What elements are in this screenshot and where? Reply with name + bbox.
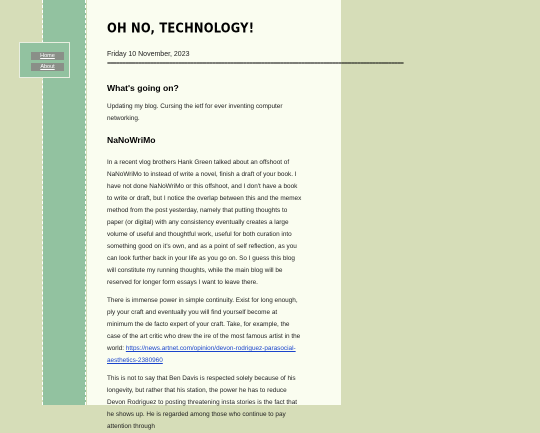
site-title: OH NO, TECHNOLOGY! <box>107 20 255 37</box>
paragraph-continuity <box>107 295 304 367</box>
post-body <box>107 83 304 433</box>
post-date: Friday 10 November, 2023 <box>107 51 190 58</box>
nav-about-link[interactable]: About <box>31 63 64 71</box>
paragraph-continuity-text: There is immense power in simple continuity. Exist for long enough, ply your craft and eventually you will find yourself become at minimum the de facto expert of your craft. Take, for example, the case of the art critic who drew the ire of the most famous artist in the world: <box>107 297 301 352</box>
section-heading-whats-going-on: What's going on? <box>107 83 179 93</box>
artnet-article-link[interactable]: https://news.artnet.com/opinion/devon-rodriguez-parasocial-aesthetics-2380960 <box>107 345 296 364</box>
paragraph-ben-davis: This is not to say that Ben Davis is respected solely because of his longevity, but rather that his station, the power he has to reduce Devon Rodriguez to posting threatening insta stories is the fact that he shows up. He is regarded among those who continue to pay attention through <box>107 375 298 430</box>
nav-menu <box>19 42 70 78</box>
post-container <box>107 20 427 433</box>
main-content <box>87 0 404 430</box>
paragraph-vlog: In a recent vlog brothers Hank Green talked about an offshoot of NaNoWriMo to instead of write a novel, finish a draft of your book. I have not done NaNoWriMo or this offshoot, and I don't have a book to write or draft, but I notice the overlap between this and the memex method from the post yesterday, namely that putting thoughts to paper (or digital) with any consistency eventually creates a large volume of useful and thoughtful work, useful for both curation into something good on it's own, and as a point of self reflection, as you can look further back in your life as you go on. So I guess this blog will constitute my running thoughts, while the main blog will be reserved for longer form essays I want to leave there. <box>107 159 302 286</box>
section-text-update: Updating my blog. Cursing the ietf for ever inventing computer networking. <box>107 103 283 122</box>
nav-home-link[interactable]: Home <box>31 52 64 60</box>
date-divider: ================================================================================================ <box>107 60 404 67</box>
section-heading-nanowrimo: NaNoWriMo <box>107 135 156 145</box>
